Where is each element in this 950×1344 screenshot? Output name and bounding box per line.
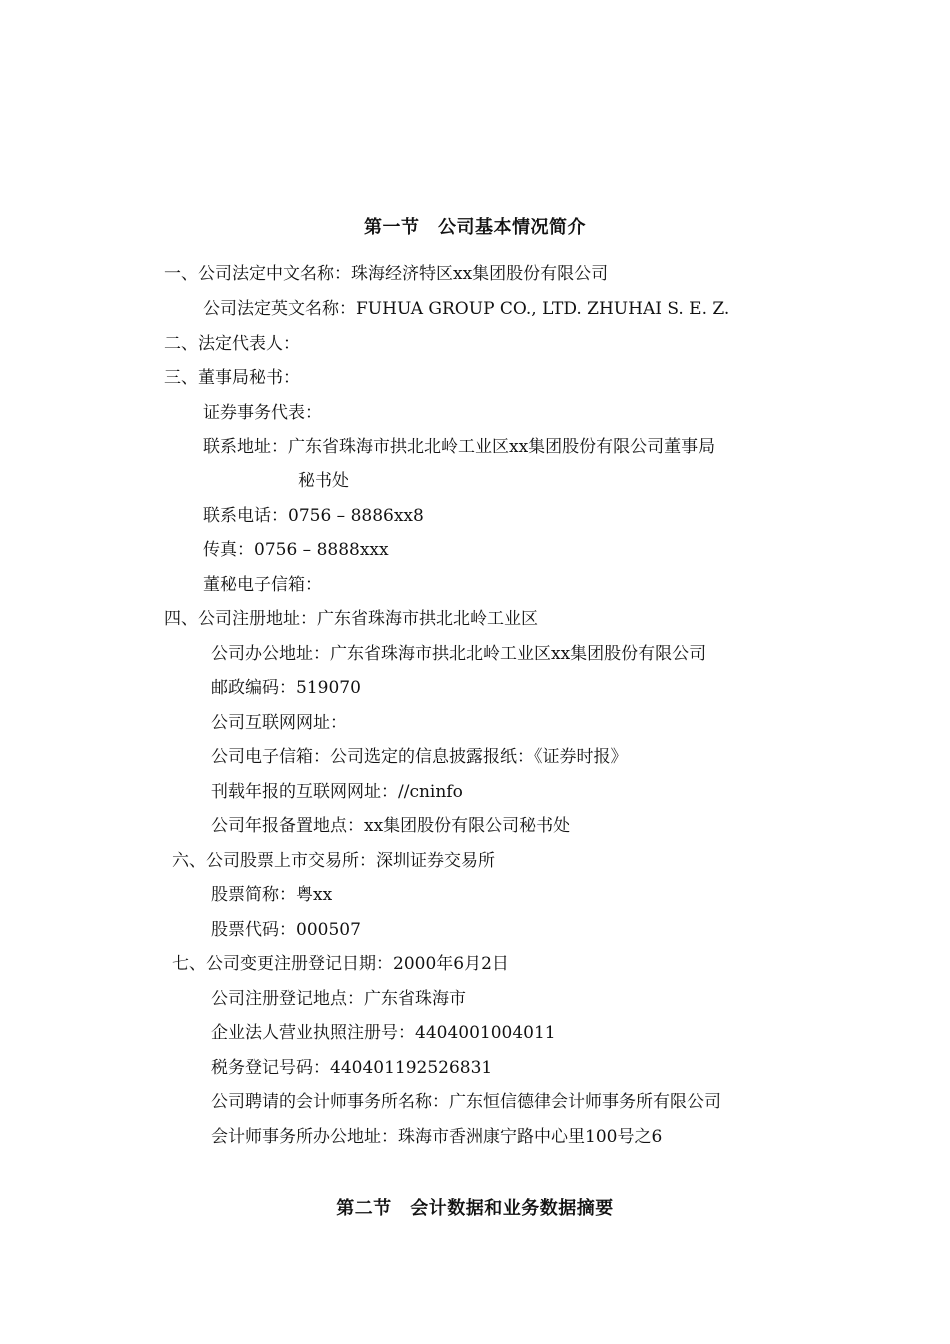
registration-location: 公司注册登记地点：广东省珠海市 — [211, 989, 466, 1009]
office-address: 公司办公地址：广东省珠海市拱北北岭工业区xx集团股份有限公司 — [211, 644, 707, 664]
stock-code: 股票代码：000507 — [211, 920, 361, 940]
contact-address-continued: 秘书处 — [298, 471, 349, 491]
legal-representative: 二、法定代表人： — [164, 334, 300, 354]
registered-address: 四、公司注册地址：广东省珠海市拱北北岭工业区 — [164, 609, 538, 629]
annual-report-website: 刊载年报的互联网网址：//cninfo — [211, 782, 463, 802]
legal-chinese-name: 一、公司法定中文名称：珠海经济特区xx集团股份有限公司 — [164, 264, 609, 284]
legal-english-name: 公司法定英文名称：FUHUA GROUP CO., LTD. ZHUHAI S. E. Z. — [203, 299, 730, 319]
contact-address: 联系地址：广东省珠海市拱北北岭工业区xx集团股份有限公司董事局 — [203, 437, 716, 457]
board-secretary: 三、董事局秘书： — [164, 368, 300, 388]
company-email-newspaper: 公司电子信箱：公司选定的信息披露报纸：《证券时报》 — [211, 747, 628, 767]
section-1-title: 第一节 公司基本情况简介 — [364, 217, 586, 238]
section-2-title: 第二节 会计数据和业务数据摘要 — [336, 1198, 614, 1219]
accounting-firm-name: 公司聘请的会计师事务所名称：广东恒信德律会计师事务所有限公司 — [211, 1092, 721, 1112]
secretary-email: 董秘电子信箱： — [203, 575, 322, 595]
contact-phone: 联系电话：0756 – 8886xx8 — [203, 506, 424, 526]
business-license-number: 企业法人营业执照注册号：4404001004011 — [211, 1023, 556, 1043]
securities-representative: 证券事务代表： — [203, 403, 322, 423]
postal-code: 邮政编码：519070 — [211, 678, 361, 698]
accounting-firm-address: 会计师事务所办公地址：珠海市香洲康宁路中心里100号之6 — [211, 1127, 663, 1147]
fax: 传真：0756 – 8888xxx — [203, 540, 389, 560]
tax-registration-number: 税务登记号码：440401192526831 — [211, 1058, 493, 1078]
company-website: 公司互联网网址： — [211, 713, 347, 733]
stock-short-name: 股票简称：粤xx — [211, 885, 333, 905]
annual-report-location: 公司年报备置地点：xx集团股份有限公司秘书处 — [211, 816, 571, 836]
stock-exchange: 六、公司股票上市交易所：深圳证券交易所 — [172, 851, 495, 871]
registration-change-date: 七、公司变更注册登记日期：2000年6月2日 — [172, 954, 509, 974]
